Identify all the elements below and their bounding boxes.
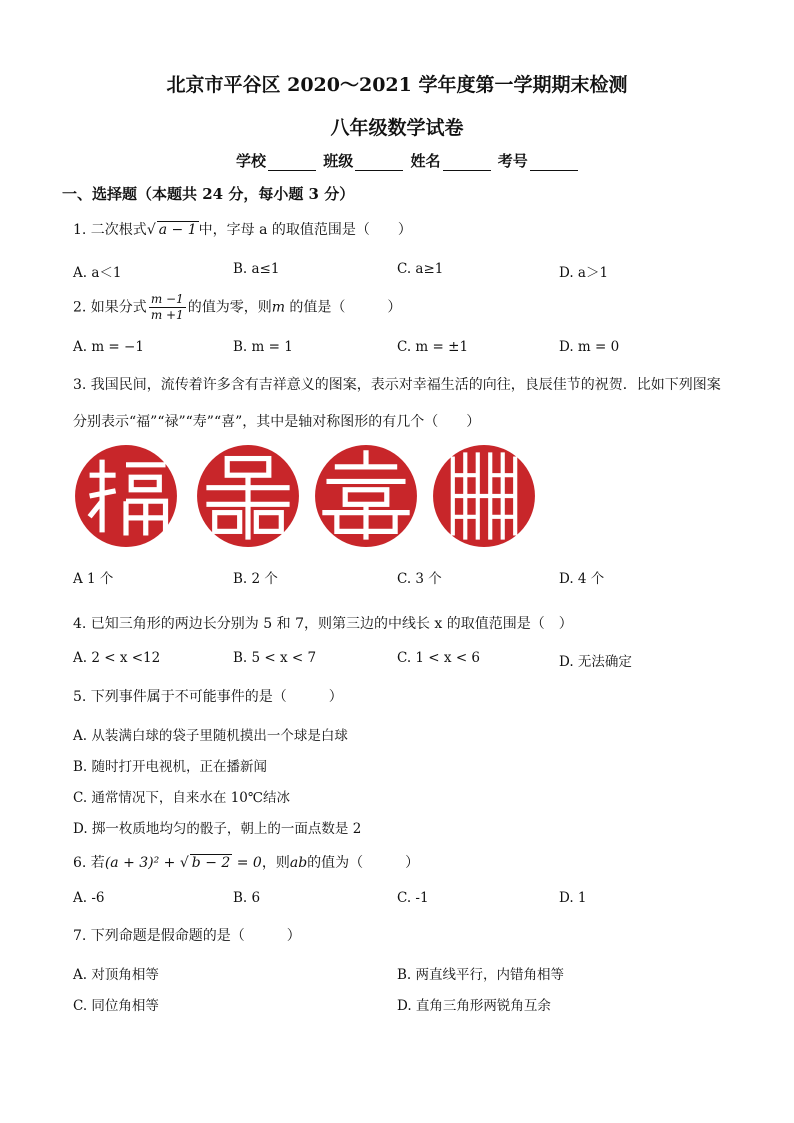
info-fields: [236, 150, 580, 171]
q2-variable: m: [271, 299, 285, 316]
q1-radicand: a − 1: [158, 222, 197, 238]
q2-option-b[interactable]: B. m = 1: [233, 339, 293, 355]
q6-option-b[interactable]: B. 6: [233, 890, 261, 906]
q2-suffix: 的值是（ ）: [284, 299, 402, 316]
q7-option-b[interactable]: B. 两直线平行，内错角相等: [397, 967, 565, 983]
question-3-line-1: 3. 我国民间，流传着许多含有吉祥意义的图案，表示对幸福生活的向往，良辰佳节的祝贺．比如下列图案: [73, 377, 721, 393]
question-7: 7. 下列命题是假命题的是（ ）: [73, 928, 301, 944]
q6-option-d[interactable]: D. 1: [559, 890, 587, 906]
exam-subtitle: 八年级数学试卷: [330, 117, 464, 139]
q6-variable: ab: [289, 855, 308, 871]
q3-option-d[interactable]: D. 4 个: [559, 571, 605, 587]
q7-option-a[interactable]: A. 对顶角相等: [73, 967, 159, 983]
q3-option-c[interactable]: C. 3 个: [397, 571, 442, 587]
q2-denominator: m +1: [150, 308, 184, 322]
q4-option-d[interactable]: D. 无法确定: [559, 654, 632, 670]
question-1: [73, 219, 412, 239]
q5-option-c[interactable]: C. 通常情况下，自来水在 10℃结冰: [73, 790, 291, 806]
q2-numerator: m −1: [150, 292, 184, 306]
exam-number-label: 考号: [497, 152, 528, 170]
question-5: 5. 下列事件属于不可能事件的是（ ）: [73, 689, 343, 705]
exam-number-blank: [530, 156, 578, 171]
q6-option-a[interactable]: A. -6: [73, 890, 105, 906]
lu-seal-icon: [196, 444, 300, 548]
q3-option-b[interactable]: B. 2 个: [233, 571, 278, 587]
q6-prefix: 6. 若: [73, 855, 105, 871]
q6-radicand: b − 2: [191, 855, 231, 871]
question-3-line-2: 分别表示“福”“禄”“寿”“喜”，其中是轴对称图形的有几个（ ）: [73, 414, 481, 430]
q2-prefix: 2. 如果分式: [73, 299, 147, 316]
q1-option-a[interactable]: A. a＜1: [73, 265, 122, 281]
q6-middle: ，则: [261, 855, 290, 871]
q5-option-b[interactable]: B. 随时打开电视机，正在播新闻: [73, 759, 268, 775]
q2-option-d[interactable]: D. m = 0: [559, 339, 620, 355]
section-heading: 一、选择题（本题共 24 分，每小题 3 分）: [62, 185, 355, 203]
q1-option-d[interactable]: D. a＞1: [559, 265, 609, 281]
question-2: [73, 292, 401, 323]
q6-expression: (a + 3)² +: [104, 855, 180, 871]
class-blank: [355, 156, 403, 171]
q6-suffix: 的值为（ ）: [307, 855, 420, 871]
q4-option-c[interactable]: C. 1 < x < 6: [397, 650, 481, 666]
shou-seal-icon: [314, 444, 418, 548]
name-blank: [443, 156, 491, 171]
q2-middle: 的值为零，则: [187, 299, 272, 316]
sqrt-icon: √: [179, 855, 189, 871]
q7-option-d[interactable]: D. 直角三角形两锐角互余: [397, 998, 551, 1014]
class-label: 班级: [323, 152, 354, 170]
q2-option-c[interactable]: C. m = ±1: [397, 339, 469, 355]
school-blank: [268, 156, 316, 171]
q1-prefix: 1. 二次根式: [73, 222, 147, 238]
q2-option-a[interactable]: A. m = −1: [73, 339, 144, 355]
question-6: [73, 852, 419, 872]
q2-fraction: [149, 292, 186, 323]
q1-option-c[interactable]: C. a≥1: [397, 261, 444, 277]
q6-option-c[interactable]: C. -1: [397, 890, 429, 906]
q5-option-d[interactable]: D. 掷一枚质地均匀的骰子，朝上的一面点数是 2: [73, 821, 362, 837]
school-label: 学校: [236, 152, 267, 170]
q7-option-c[interactable]: C. 同位角相等: [73, 998, 159, 1014]
name-label: 姓名: [410, 152, 441, 170]
q4-option-b[interactable]: B. 5 < x < 7: [233, 650, 317, 666]
q1-suffix: 中，字母 a 的取值范围是（ ）: [198, 222, 412, 238]
q6-equals: = 0: [232, 855, 262, 871]
q3-option-a[interactable]: A 1 个: [73, 571, 114, 587]
question-4: 4. 已知三角形的两边长分别为 5 和 7，则第三边的中线长 x 的取值范围是（ ）: [73, 616, 573, 632]
exam-title: 北京市平谷区 2020～2021 学年度第一学期期末检测: [166, 74, 628, 96]
sqrt-icon: √: [146, 222, 156, 238]
q5-option-a[interactable]: A. 从装满白球的袋子里随机摸出一个球是白球: [73, 728, 348, 744]
q4-option-a[interactable]: A. 2 < x <12: [73, 650, 161, 666]
xi-seal-icon: [432, 444, 536, 548]
fu-seal-icon: [74, 444, 178, 548]
q1-option-b[interactable]: B. a≤1: [233, 261, 280, 277]
